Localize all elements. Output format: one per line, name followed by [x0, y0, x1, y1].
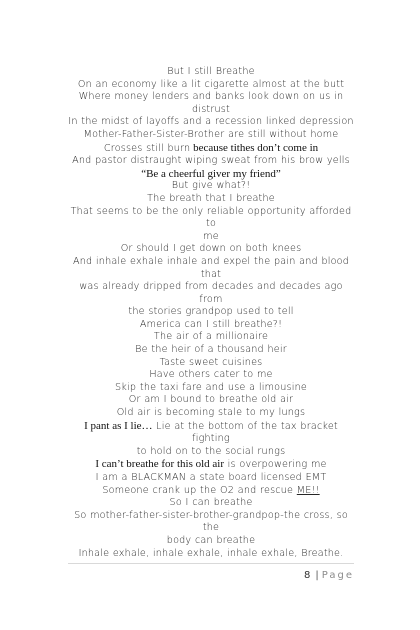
poem-line: The air of a millionaire: [153, 331, 269, 343]
poem-body: [68, 66, 354, 560]
poem-line: [68, 420, 354, 446]
poem-line-part: is overpowering me: [224, 459, 327, 471]
poem-line: was already dripped from decades and decades ago from: [79, 281, 343, 305]
poem-line-part: Lie at the bottom of the tax bracket fighting: [152, 420, 338, 445]
poem-line-part: Someone crank up the O2 and rescue: [102, 484, 297, 496]
poem-line-part-underlined: ME!!: [296, 484, 320, 496]
poem-line-quote: “Be a cheerful giver my friend”: [141, 167, 281, 180]
page-number: 8: [304, 570, 312, 581]
footer-separator: |: [315, 570, 320, 581]
poem-line-part-serif: I can’t breathe for this old air: [95, 458, 225, 471]
poem-line: Inhale exhale, inhale exhale, inhale exhale, Breathe.: [78, 547, 344, 559]
page-footer: [304, 570, 354, 581]
poem-line-part-serif: I pant as I lie…: [84, 419, 153, 432]
poem-line: Skip the taxi fare and use a limousine: [115, 381, 307, 393]
poem-line: Where money lenders and banks look down on us in: [78, 91, 344, 103]
poem-line: Old air is becoming stale to my lungs: [116, 407, 306, 419]
poem-line: body can breathe: [166, 534, 256, 546]
poem-line-part-serif: because tithes don’t come in: [190, 141, 319, 154]
page-label: Page: [321, 570, 354, 581]
footer-divider: [68, 563, 354, 564]
poem-line: I am a BLACKMAN a state board licensed EMT: [95, 472, 327, 483]
poem-line: [68, 485, 354, 498]
poem-line-part: Crosses still burn: [103, 142, 191, 154]
poem-line: And inhale exhale inhale and expel the pain and blood that: [72, 255, 350, 280]
poem-line: distrust: [192, 103, 230, 115]
poem-line: So I can breathe: [169, 497, 253, 509]
poem-line: Taste sweet cuisines: [159, 356, 263, 368]
poem-line: The breath that I breathe: [147, 192, 275, 204]
poem-line: America can I still breathe?!: [139, 318, 283, 330]
poem-line: Have others cater to me: [149, 369, 273, 381]
poem-line: to hold on to the social rungs: [136, 445, 286, 457]
poem-line: the stories grandpop used to tell: [128, 306, 294, 318]
poem-line: But give what?!: [171, 180, 251, 192]
poem-line: [68, 458, 354, 472]
poem-line: But I still Breathe: [167, 66, 255, 77]
poem-line: [68, 142, 354, 156]
poem-line: So mother-father-sister-brother-grandpop-the cross, so the: [74, 509, 348, 534]
poem-line: On an economy like a lit cigarette almost at the butt: [77, 78, 345, 90]
poem-line: That seems to be the only reliable opportunity afforded to: [70, 205, 352, 230]
poem-line: Or am I bound to breathe old air: [128, 394, 294, 406]
poem-line: Or should I get down on both knees: [120, 243, 302, 255]
poem-line: Mother-Father-Sister-Brother are still without home: [83, 128, 339, 140]
poem-line: Be the heir of a thousand heir: [135, 344, 287, 356]
poem-line: And pastor distraught wiping sweat from his brow yells: [72, 155, 350, 167]
poem-line: In the midst of layoffs and a recession linked depression: [68, 116, 354, 128]
poem-line: me: [203, 230, 219, 242]
